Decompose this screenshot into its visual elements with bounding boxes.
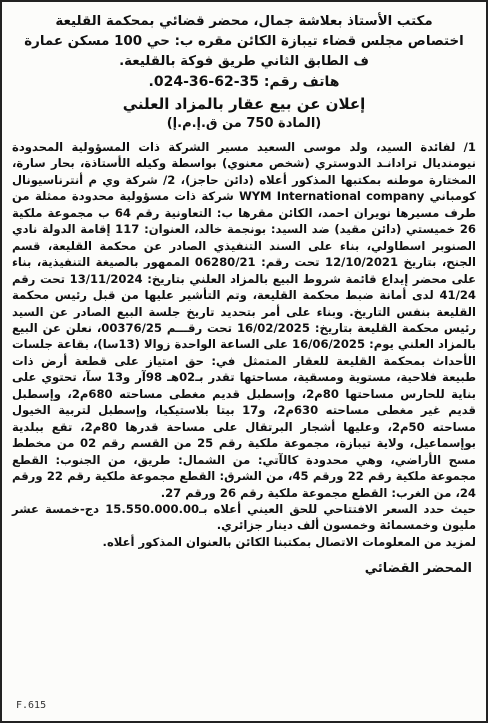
phone-number: هاتف رقم: 35-62-36-024. (148, 74, 340, 90)
header-line-1: مكتب الأستاذ بعلاشة جمال، محضر قضائي بمحكمة القليعة (55, 14, 433, 29)
header-line-3: ف الطابق الثاني طريق فوكة بالقليعة. (119, 54, 369, 69)
body-paragraph: 1/ لفائدة السيد، ولد موسى السعيد مسير الشركة ذات المسؤولية المحدودة نيومنديال ترادانـد الدوستري (شخص معنوي) بواسطة وكيله الأستاذة، بحار سارة، المختارة موطنه بمكتبها المذكور أعلاه (دائن حاجز)، 2/ شركة وي م أنترناسيونال كومباني WYM International company شركة ذات مسؤولية محدودة ممثلة من طرف مسيرها نويران احمد، الكائن مقرها ب: التعاونية رقم 64 ب مجموعة ملكية 26 خميستي (دائن مقيد) ضد السيد: بونجمة خالد، العنوان: 117 إقامة الدولة نادي الصنوبر اسطاولي، بناء على السند التنفيذي الصادر عن محكمة القليعة، قسم الجنح، بتاريخ 12/10/2021 تحت رقم: 06280/21 الممهور بالصيغة التنفيذية، بناء على محضر إيداع قائمة شروط البيع بالمزاد العلني بتاريخ: 13/11/2024 تحت رقم 41/24 لدى أمانة ضبط محكمة القليعة، وتم التأشير عليها من قبل رئيس محكمة القليعة بنفس التاريخ. وبناء على أمر بتحديد تاريخ جلسة البيع الصادر عن السيد رئيس محكمة القليعة بتاريخ: 16/02/2025 تحت رقـــم 00376/25، نعلن عن البيع بالمزاد العلني يوم: 16/06/2025 على الساعة الواحدة زوالا (13سا)، بقاعة جلسات الأحداث بمحكمة القليعة للعقار المتمثل في: حق امتياز على قطعة أرض ذات طبيعة فلاحية، مستوية ومسقية، مساحتها تقدر بـ02هـ 98آر و13 سآ، تحتوي على بناية للحارس مساحتها 80م2، وإسطبل قديم مغطى مساحته 680م2، وإسطبل قديم غير مغطى مساحته 630م2، و17 بيتا بلاستيكيا، وإسطبل لتربية الخيول مساحته 50م2، وعليها أشجار البرتقال على مساحة قدرها 80م2، تقع ببلدية بوإسماعيل، ولاية تيبازة، مجموعة ملكية رقم 25 من القسم رقم 02 من مخطط مسح الأراضي، وهي محدودة كالآتي: من الشمال: طريق، من الجنوب: القطع مجموعة ملكية رقم 22 ورقم 45، من الشرق: القطع مجموعة ملكية رقم 22 ورقم 24، من الغرب: القطع مجموعة ملكية رقم 26 ورقم 27. (12, 140, 477, 500)
reference-code: F.615 (16, 700, 47, 711)
office-header (12, 12, 476, 72)
header-line-2: اختصاص مجلس قضاء تيبازة الكائن مقره ب: حي 100 مسكن عمارة (24, 34, 464, 49)
contact-note: لمزيد من المعلومات الاتصال بمكتبنا الكائن بالعنوان المذكور أعلاه. (102, 534, 476, 549)
signature: المحضر القضائي (364, 561, 472, 577)
article-reference: (المادة 750 من ق.إ.م.إ) (166, 116, 322, 131)
notice-body (12, 139, 476, 550)
opening-price: حيث حدد السعر الافتتاحي للحق العيني أعلاه بـ15.550.000.00 دج-خمسة عشر مليون وخمسمائة وخمسون ألف دينار جزائري. (12, 501, 476, 533)
notice-title: إعلان عن بيع عقار بالمزاد العلني (122, 95, 366, 113)
